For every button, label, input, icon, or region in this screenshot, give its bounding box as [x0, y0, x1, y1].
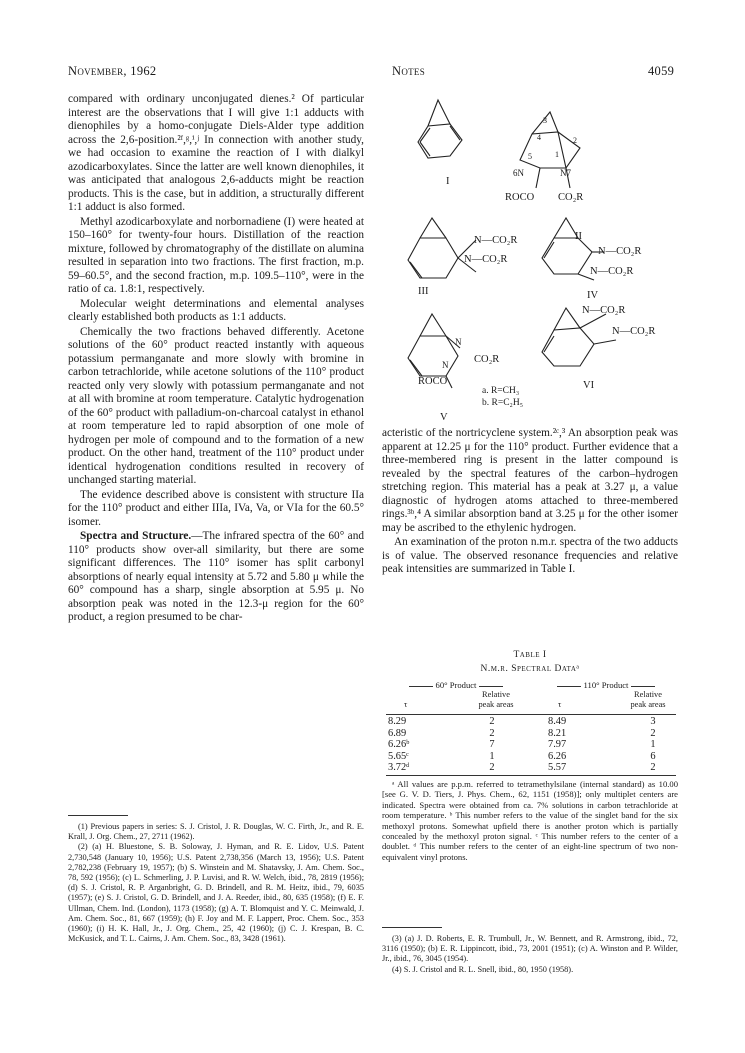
col-peak-areas-1: peak areas: [478, 700, 514, 709]
col-tau-2: τ: [558, 700, 562, 709]
footnote: (4) S. J. Cristol and R. L. Snell, ibid., 80, 1950 (1958).: [392, 964, 574, 974]
right-column-body: [382, 427, 678, 578]
structure-III-drawing: [408, 218, 476, 278]
right-footnotes: [382, 934, 678, 975]
table-note: ᵃ All values are p.p.m. referred to tetramethylsilane (internal standard) as 10.00 [see G. V. D. Tiers, J. Phys. Chem., 62, 1151 (1958)]; only multiplet centers are indicated. Spectra were obtained from ca. 7% solutions in carbon tetrachloride at room temperature. ᵇ This number refers to the value of the singlet band for the six methoxyl protons. Somewhat upfield there is another proton which is partially concealed by the methoxyl proton signal. ᶜ This number refers to the center of a doublet. ᵈ This number refers to the center of an eight-line spectrum of two non-equivalent vinyl protons.: [382, 779, 678, 862]
running-header-date: November, 1962: [68, 64, 157, 78]
paragraph: Methyl azodicarboxylate and norbornadiene (I) were heated at 150–160° for twenty-four hours. Distillation of the reaction mixture, followed by chromatography of the distillate on alumina resulted in separation into two fractions. The first fraction, m.p. 59–60.5°, and the second fraction, m.p. 109.5–110°, were in the ratio of ca. 1.8:1, respectively.: [68, 215, 364, 295]
atom-number: 3: [543, 116, 547, 125]
ester-label-II-right: CO₂R: [558, 192, 584, 203]
paragraph: acteristic of the nortricyclene system.²ᶜ,³ An absorption peak was apparent at 12.25 μ for the 110° product. Further evidence that a three-membered ring is present in the latter compound is revealed by the spectral features of the carbon–hydrogen stretching region. This material has a peak at 3.27 μ, a value diagnostic of hydrogen atoms attached to three-membered rings.³ᵇ,⁴ A similar absorption band at 3.25 μ for the other isomer may be ascribed to the ethylenic hydrogen.: [382, 427, 678, 534]
table-row: 3.72ᵈ 2 5.57 2: [388, 762, 656, 773]
nmr-table: [386, 716, 676, 774]
ester-label-V-right: CO₂R: [474, 354, 500, 365]
paragraph: [68, 530, 364, 625]
table-group-60: 60° Product: [386, 680, 526, 690]
table-row: 6.89 2 8.21 2: [388, 727, 656, 739]
table-row: 5.65ᶜ 1 6.26 6: [388, 750, 656, 762]
paragraph: compared with ordinary unconjugated dienes.² Of particular interest are the observations that I will give 1:1 adducts with dienophiles by a homo-conjugate Diels-Alder type addition across the 2,6-position.²ᶠ,ᵍ,ⁱ,ʲ In connection with another study, we had occasion to examine the reaction of I with dialkyl azodicarboxylates. Since the latter are well known dienophiles, it was anticipated that analogous 2,6-adducts might be reaction products. This is the case, but in addition, a structurally different 1:1 adduct is also formed.: [68, 93, 364, 213]
structure-VI-drawing: [542, 308, 616, 366]
table-row: 6.26ᵇ 7 7.97 1: [388, 739, 656, 750]
ester-label-III-bottom: N—CO₂R: [464, 254, 508, 265]
table-rule-bottom: [386, 775, 676, 776]
ester-label-IV-bottom: N—CO₂R: [590, 266, 634, 277]
paragraph: An examination of the proton n.m.r. spectra of the two adducts is of value. The observed resonance frequencies and relative peak intensities are summarized in Table I.: [382, 536, 678, 575]
ester-label-III-top: N—CO₂R: [474, 235, 518, 246]
structure-label-I: I: [446, 176, 450, 187]
section-text: —The infrared spectra of the 60° and 110° products show over-all similarity, but there are some significant differences. The 110° isomer has split carbonyl absorptions of nearly equal intensity at 5.72 and 5.80 μ while the 60° compound has a sharp, single absorption at 5.95 μ. No absorption peak was noted in the 12.3-μ region for the 60° product, a region presumed to be char-: [68, 530, 364, 623]
atom-number: 5: [528, 152, 532, 161]
structure-label-V: V: [440, 412, 448, 423]
left-column-body: [68, 93, 364, 626]
col-peak-areas-2: peak areas: [630, 700, 666, 709]
left-footnotes: [68, 822, 364, 944]
ester-label-V-left: ROCO: [418, 376, 448, 387]
ester-label-VI-top: N—CO₂R: [582, 305, 626, 316]
atom-label-N: N: [455, 337, 462, 347]
r-definition-a: a. R=CH₃: [482, 386, 520, 396]
ester-label-VI-bottom: N—CO₂R: [612, 326, 656, 337]
structure-II-drawing: [520, 112, 580, 188]
page-number: 4059: [648, 64, 675, 78]
table-title: N.m.r. Spectral Dataᵃ: [480, 664, 580, 674]
ester-label-II-left: ROCO: [505, 192, 535, 203]
atom-number: 4: [537, 133, 541, 142]
table-group-110: 110° Product: [536, 680, 676, 690]
structure-label-III: III: [418, 286, 429, 297]
col-tau-1: τ: [404, 700, 408, 709]
r-definition-b: b. R=C₂H₅: [482, 398, 524, 408]
atom-number: 1: [555, 150, 559, 159]
footnote: (1) Previous papers in series: S. J. Cristol, J. R. Douglas, W. C. Firth, Jr., and R. E. Krall, J. Org. Chem., 27, 2711 (1962).: [68, 822, 364, 842]
atom-number: 2: [573, 136, 577, 145]
footnote: (2) (a) H. Bluestone, S. B. Soloway, J. Hyman, and R. E. Lidov, U.S. Patent 2,730,548 (January 10, 1956); U.S. Patent 2,738,356 (March 13, 1956); U.S. Patent 2,782,238 (February 19, 1957); (b) S. Winstein and M. Shatavsky, J. Am. Chem. Soc., 78, 592 (1956); (c) L. Schmerling, J. P. Luvisi, and R. W. Welch, ibid., 78, 2819 (1956); (d) S. J. Cristol, R. P. Arganbright, G. D. Brindell, and R. M. Heitz, ibid., 79, 6035 (1957); (e) S. J. Cristol, G. D. Brindell, and J. A. Reeder, ibid., 80, 635 (1958); (f) E. F. Ullman, Chem. Ind. (London), 1173 (1958); (g) A. T. Blomquist and Y. C. Meinwald, J. Am. Chem. Soc., 81, 667 (1959); (h) F. Joy and M. F. Lappert, Proc. Chem. Soc., 353 (1960); (i) H. K. Hall, Jr., J. Org. Chem., 25, 42 (1960); (j) C. J. Krespan, B. C. McKusick, and T. L. Cairns, J. Am. Chem. Soc., 83, 3428 (1961).: [68, 842, 364, 944]
structure-label-VI: VI: [583, 380, 595, 391]
footnote-divider: [68, 815, 128, 816]
col-relative-2: Relative: [634, 690, 662, 699]
structure-label-IV: IV: [587, 290, 599, 301]
atom-label-N7: N7: [560, 168, 571, 178]
table-label: Table I: [513, 650, 547, 660]
table-footnotes: [382, 779, 678, 862]
structure-label-II: II: [575, 231, 582, 242]
structure-I-drawing: [418, 100, 462, 158]
table-rule-top: [386, 714, 676, 715]
section-heading: Spectra and Structure.: [80, 530, 192, 542]
table-row: 8.29 2 8.49 3: [388, 716, 656, 727]
paragraph: Molecular weight determinations and elemental analyses clearly established both products as 1:1 adducts.: [68, 297, 364, 323]
footnote-divider-right: [382, 927, 442, 928]
paragraph: Chemically the two fractions behaved differently. Acetone solutions of the 60° product reacted instantly with aqueous potassium permanganate and more slowly with bromine in carbon tetrachloride, while acetone solutions of the 110° product reacted only very slowly with potassium permanganate and not at all with bromine at room temperature. Catalytic hydrogenation of the 60° product with palladium-on-charcoal catalyst in ethanol at room temperature led to rapid absorption of one mole of hydrogen per mole of compound and to the formation of a new product. On the other hand, treatment of the 110° product under identical hydrogenation conditions resulted in recovery of unchanged starting material.: [68, 325, 364, 486]
footnote: (3) (a) J. D. Roberts, E. R. Trumbull, Jr., W. Bennett, and R. Armstrong, ibid., 72, 3116 (1950); (b) E. R. Lippincott, ibid., 73, 2001 (1951); (c) A. Winston and P. Wilder, Jr., ibid., 76, 3045 (1954).: [382, 934, 678, 964]
paragraph: The evidence described above is consistent with structure IIa for the 110° product and either IIIa, IVa, Va, or VIa for the 60.5° isomer.: [68, 488, 364, 528]
atom-label-N: N: [442, 360, 449, 370]
atom-label-6N: 6N: [513, 168, 524, 178]
col-relative-1: Relative: [482, 690, 510, 699]
running-header-section: Notes: [392, 64, 426, 78]
ester-label-IV-top: N—CO₂R: [598, 246, 642, 257]
